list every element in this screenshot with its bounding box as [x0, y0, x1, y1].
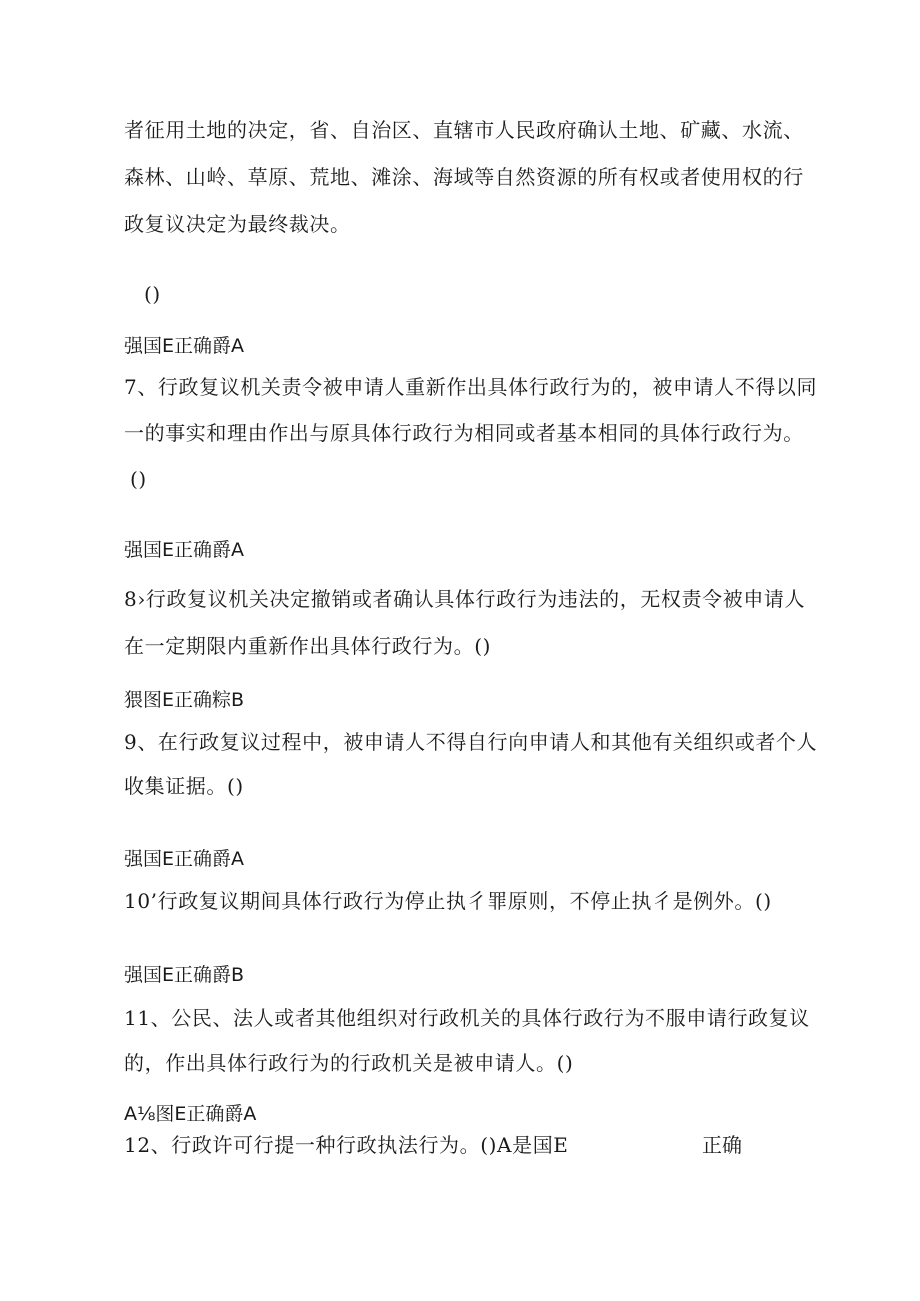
answer-brackets: () — [130, 467, 147, 491]
text-line: 森林、山岭、草原、荒地、滩涂、海域等自然资源的所有权或者使用权的行 — [124, 165, 804, 189]
question-8-line: 在一定期限内重新作出具体行政行为。() — [124, 634, 492, 658]
answer-line: 强国E正确爵B — [124, 964, 245, 986]
answer-line: 强国E正确爵A — [124, 539, 245, 561]
question-11-line: 11、公民、法人或者其他组织对行政机关的具体行政行为不服申请行政复议 — [124, 1006, 810, 1030]
text-line: 者征用土地的决定，省、自治区、直辖市人民政府确认土地、矿藏、水流、 — [124, 118, 804, 142]
answer-line: 强国E正确爵A — [124, 848, 245, 870]
text-line: 政复议决定为最终裁决。 — [124, 212, 351, 236]
question-11-line: 的，作出具体行政行为的行政机关是被申请人。() — [124, 1051, 574, 1075]
question-10-line: 10’行政复议期间具体行政行为停止执彳罪原则，不停止执彳是例外。() — [124, 889, 772, 913]
question-12-line: 12、行政许可行提一种行政执法行为。()A是国E — [124, 1133, 569, 1157]
question-9-line: 9、在行政复议过程中，被申请人不得自行向申请人和其他有关组织或者个人 — [124, 730, 818, 754]
answer-line: 强国E正确爵A — [124, 335, 245, 357]
answer-line: 猥图E正确粽B — [124, 689, 245, 711]
question-7-line: 一的事实和理由作出与原具体行政行为相同或者基本相同的具体行政行为。 — [124, 421, 804, 445]
option-label: 正确 — [702, 1133, 742, 1157]
answer-line: A⅛图E正确爵A — [124, 1103, 257, 1125]
question-8-line: 8›行政复议机关决定撤销或者确认具体行政行为违法的，无权责令被申请人 — [124, 587, 806, 611]
answer-brackets: () — [144, 282, 161, 306]
question-7-line: 7、行政复议机关责令被申请人重新作出具体行政行为的，被申请人不得以同 — [124, 375, 818, 399]
question-9-line: 收集证据。() — [124, 774, 244, 798]
